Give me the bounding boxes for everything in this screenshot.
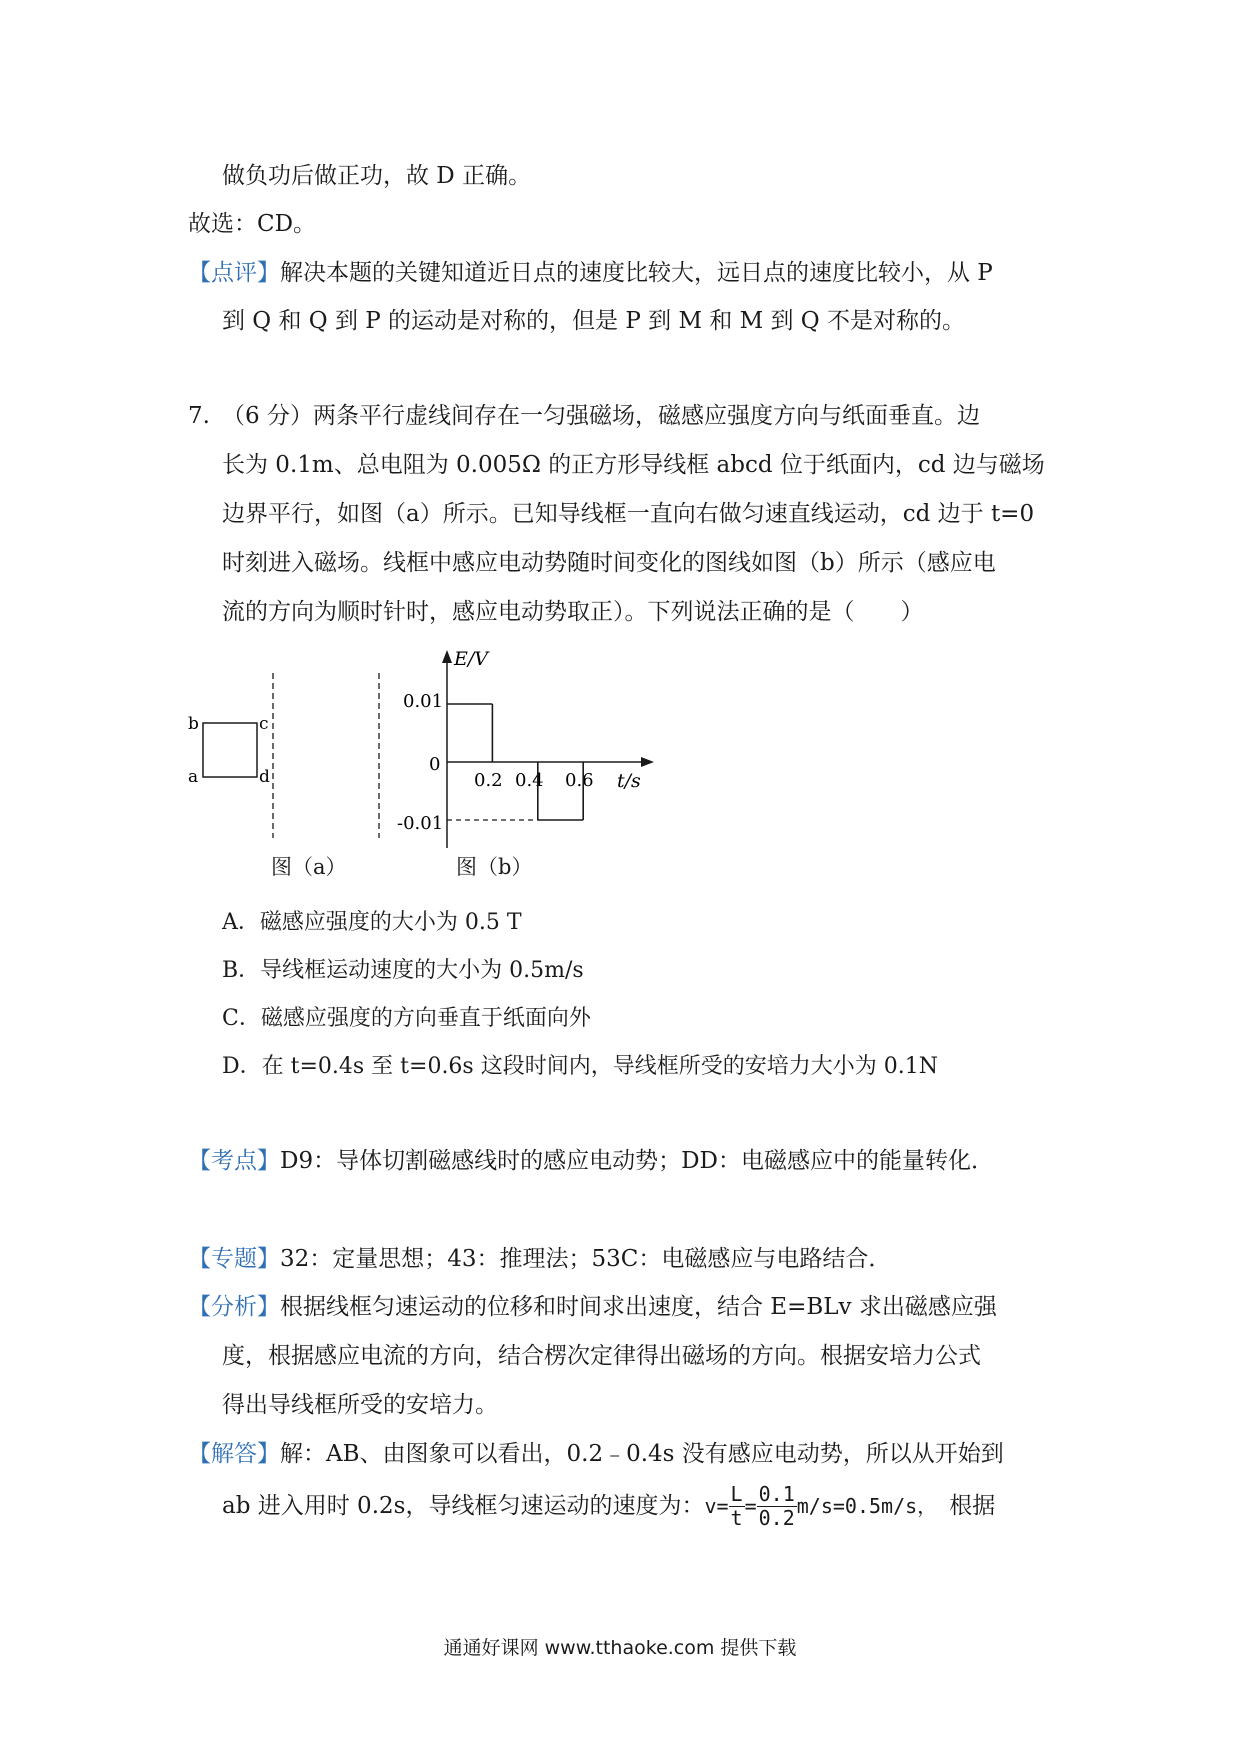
text-line: 32：定量思想；43：推理法；53C：电磁感应与电路结合． [280, 1246, 892, 1272]
chart-marks [447, 704, 583, 820]
equation-result: m/s=0.5m/s， [796, 1494, 938, 1518]
equation-v: v= [704, 1494, 729, 1518]
fraction-l-over-t [729, 1483, 745, 1530]
fenxi-section [188, 1296, 997, 1319]
page-footer: 通通好课网 www.tthaoke.com 提供下载 [443, 1637, 797, 1659]
text-line: D9：导体切割磁感线时的感应电动势；DD：电磁感应中的能量转化． [280, 1148, 994, 1174]
y-tick-label-neg: -0.01 [397, 813, 444, 834]
option-text: 在 t=0.4s 至 t=0.6s 这段时间内，导线框所受的安培力大小为 0.1N [261, 1054, 938, 1079]
figure-b-chart [397, 648, 654, 848]
text-line: 流的方向为顺时针时，感应电动势取正）。下列说法正确的是（ ） [222, 599, 924, 625]
option-a [222, 912, 522, 934]
label-b: b [188, 714, 199, 734]
label-c: c [259, 714, 269, 734]
option-letter: A． [222, 910, 260, 935]
figure-b-caption: 图（b） [456, 855, 533, 879]
option-text: 磁感应强度的大小为 0.5 T [259, 910, 522, 935]
text-line: ab 进入用时 0.2s，导线框匀速运动的速度为： [222, 1492, 705, 1519]
dianping-tag: 【点评】 [188, 260, 280, 286]
text-line: （6 分）两条平行虚线间存在一匀强磁场，磁感应强度方向与纸面垂直。边 [222, 403, 980, 429]
jieda-section [188, 1443, 1004, 1466]
x-tick-label-0.6: 0.6 [565, 770, 594, 791]
question-number: 7. [188, 403, 210, 429]
option-d [222, 1056, 938, 1078]
fraction-numerator: L [730, 1481, 743, 1506]
y-axis-arrow [442, 650, 452, 663]
option-b [222, 960, 584, 982]
figure-a-caption: 图（a） [271, 855, 347, 879]
x-tick-label-0.4: 0.4 [515, 770, 544, 791]
option-text: 磁感应强度的方向垂直于纸面向外 [260, 1006, 591, 1031]
text-line: 到 Q 和 Q 到 P 的运动是对称的，但是 P 到 M 和 M 到 Q 不是对称的。 [222, 308, 965, 334]
option-letter: B． [222, 958, 261, 983]
x-tick-label-0.2: 0.2 [474, 770, 503, 791]
text-line: 时刻进入磁场。线框中感应电动势随时间变化的图线如图（b）所示（感应电 [222, 550, 996, 576]
fenxi-tag: 【分析】 [188, 1294, 280, 1320]
text-line: 得出导线框所受的安培力。 [222, 1392, 498, 1418]
zhuanti-section [188, 1248, 891, 1271]
fraction-denominator: t [730, 1505, 743, 1530]
fraction-values [757, 1483, 797, 1530]
square-frame [203, 723, 257, 777]
text-line: 度，根据感应电流的方向，结合楞次定律得出磁场的方向。根据安培力公式 [222, 1343, 981, 1369]
x-axis-arrow [641, 757, 654, 767]
option-text: 导线框运动速度的大小为 0.5m/s [260, 958, 584, 983]
figure-a [188, 673, 379, 838]
y-tick-label-zero: 0 [429, 754, 441, 775]
text-line: 解：AB、由图象可以看出，0.2﹣0.4s 没有感应电动势，所以从开始到 [280, 1441, 1004, 1467]
text-line: 长为 0.1m、总电阻为 0.005Ω 的正方形导线框 abcd 位于纸面内，cd 边与磁场 [222, 452, 1045, 478]
fraction-numerator: 0.1 [758, 1481, 795, 1506]
text-line: 解决本题的关键知道近日点的速度比较大，远日点的速度比较小，从 P [280, 260, 993, 286]
text-line: 根据 [949, 1492, 996, 1519]
option-letter: D． [222, 1054, 262, 1079]
text-line: 边界平行，如图（a）所示。已知导线框一直向右做匀速直线运动，cd 边于 t=0 [222, 501, 1035, 527]
equation-equals: = [744, 1494, 757, 1518]
option-c [222, 1008, 591, 1030]
label-d: d [259, 767, 270, 787]
label-a: a [188, 767, 199, 787]
dianping-paragraph [188, 262, 993, 285]
y-tick-label-pos: 0.01 [403, 691, 444, 712]
jieda-line-2 [222, 1482, 995, 1530]
fraction-denominator: 0.2 [758, 1505, 795, 1530]
option-letter: C． [222, 1006, 261, 1031]
kaodian-tag: 【考点】 [188, 1148, 280, 1174]
y-axis-label: E/V [454, 648, 488, 670]
text-line: 根据线框匀速运动的位移和时间求出速度，结合 E=BLv 求出磁感应强 [280, 1294, 997, 1320]
text-line: 故选：CD。 [188, 211, 317, 237]
jieda-tag: 【解答】 [188, 1441, 280, 1467]
x-axis-label: t/s [617, 770, 641, 792]
zhuanti-tag: 【专题】 [188, 1246, 280, 1272]
kaodian-section [188, 1150, 994, 1173]
question-line [188, 405, 980, 428]
text-line: 做负功后做正功，故 D 正确。 [222, 163, 532, 189]
